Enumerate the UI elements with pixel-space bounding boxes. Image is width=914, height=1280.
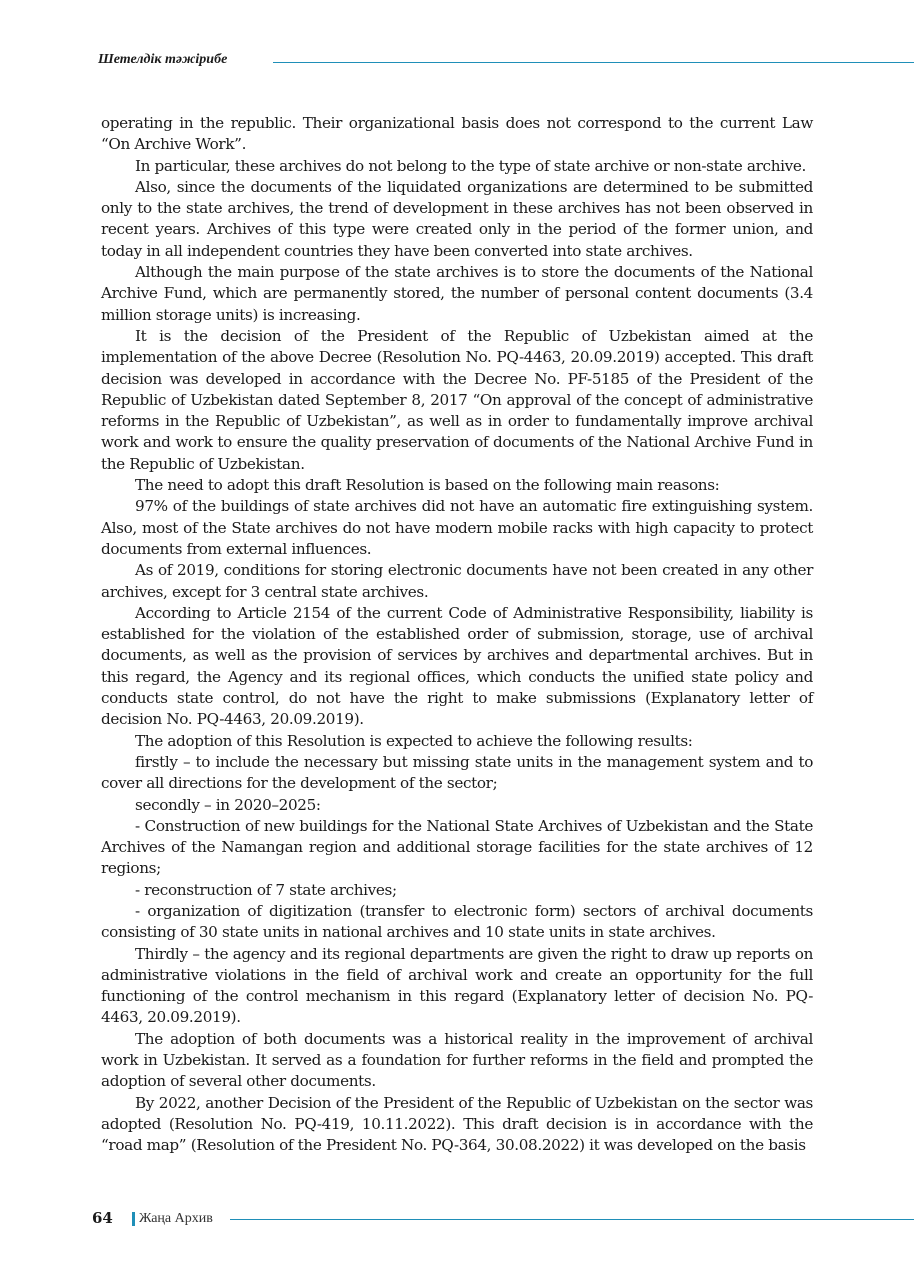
page-number: 64 (92, 1209, 113, 1227)
body-paragraph: Also, since the documents of the liquidated organizations are determined to be submitted only to the state archives, the trend of development in these archives has not been observed in recent years. Archives of this type were created only in the period of the former union, and today in all independent countries they have been converted into state archives. (101, 177, 813, 260)
body-paragraph: - reconstruction of 7 state archives; (135, 880, 397, 899)
page-header (98, 50, 914, 72)
body-paragraph: - Construction of new buildings for the National State Archives of Uzbekistan and the State Archives of the Namangan region and additional storage facilities for the state archives of 12 regions; (101, 816, 813, 878)
body-paragraph: As of 2019, conditions for storing electronic documents have not been created in any other archives, except for 3 central state archives. (101, 561, 813, 601)
body-paragraph: According to Article 2154 of the current Code of Administrative Responsibility, liability is established for the violation of the established order of submission, storage, use of archival documents, as well as the provision of services by archives and departmental archives. But in this regard, the Agency and its regional offices, which conducts the unified state policy and conducts state control, do not have the right to make submissions (Explanatory letter of decision No. PQ-4463, 20.09.2019). (101, 603, 813, 729)
body-paragraph: Thirdly – the agency and its regional departments are given the right to draw up reports on administrative violations in the field of archival work and create an opportunity for the full functioning of the control mechanism in this regard (Explanatory letter of decision No. PQ-4463, 20.09.2019). (101, 944, 813, 1027)
page-footer (92, 1207, 914, 1231)
article-body (101, 113, 813, 1157)
body-paragraph: Although the main purpose of the state archives is to store the documents of the National Archive Fund, which are permanently stored, the number of personal content documents (3.4 million storage units) is increasing. (101, 263, 813, 324)
footer-divider (230, 1219, 914, 1220)
body-paragraph: firstly – to include the necessary but missing state units in the management system and to cover all directions for the development of the sector; (101, 752, 813, 793)
section-title: Шетелдік тәжірибе (98, 52, 228, 67)
header-divider (273, 62, 914, 63)
journal-name: Жаңа Архив (139, 1211, 213, 1226)
body-paragraph: 97% of the buildings of state archives did not have an automatic fire extinguishing system. Also, most of the State archives do not have modern mobile racks with high capacity to protect documents from external influences. (101, 497, 813, 558)
body-paragraph: The need to adopt this draft Resolution is based on the following main reasons: (135, 476, 720, 495)
body-paragraph: In particular, these archives do not belong to the type of state archive or non-state archive. (135, 156, 806, 175)
body-paragraph: The adoption of both documents was a historical reality in the improvement of archival work in Uzbekistan. It served as a foundation for further reforms in the field and prompted the adoption of several other documents. (101, 1029, 813, 1091)
body-paragraph: The adoption of this Resolution is expected to achieve the following results: (135, 731, 693, 750)
body-paragraph: secondly – in 2020–2025: (135, 795, 321, 814)
body-paragraph: It is the decision of the President of the Republic of Uzbekistan aimed at the implementation of the above Decree (Resolution No. PQ-4463, 20.09.2019) accepted. This draft decision was developed in accordance with the Decree No. PF-5185 of the President of the Republic of Uzbekistan dated September 8, 2017 “On approval of the concept of administrative reforms in the Republic of Uzbekistan”, as well as in order to fundamentally improve archival work and work to ensure the quality preservation of documents of the National Archive Fund in the Republic of Uzbekistan. (101, 326, 813, 473)
body-paragraph: - organization of digitization (transfer to electronic form) sectors of archival documents consisting of 30 state units in national archives and 10 state units in state archives. (101, 901, 813, 942)
body-paragraph: operating in the republic. Their organizational basis does not correspond to the current Law “On Archive Work”. (101, 114, 813, 154)
body-paragraph: By 2022, another Decision of the President of the Republic of Uzbekistan on the sector was adopted (Resolution No. PQ-419, 10.11.2022). This draft decision is in accordance with the “road map” (Resolution of the President No. PQ-364, 30.08.2022) it was developed on the basis (101, 1093, 813, 1155)
footer-accent-bar (132, 1212, 135, 1226)
